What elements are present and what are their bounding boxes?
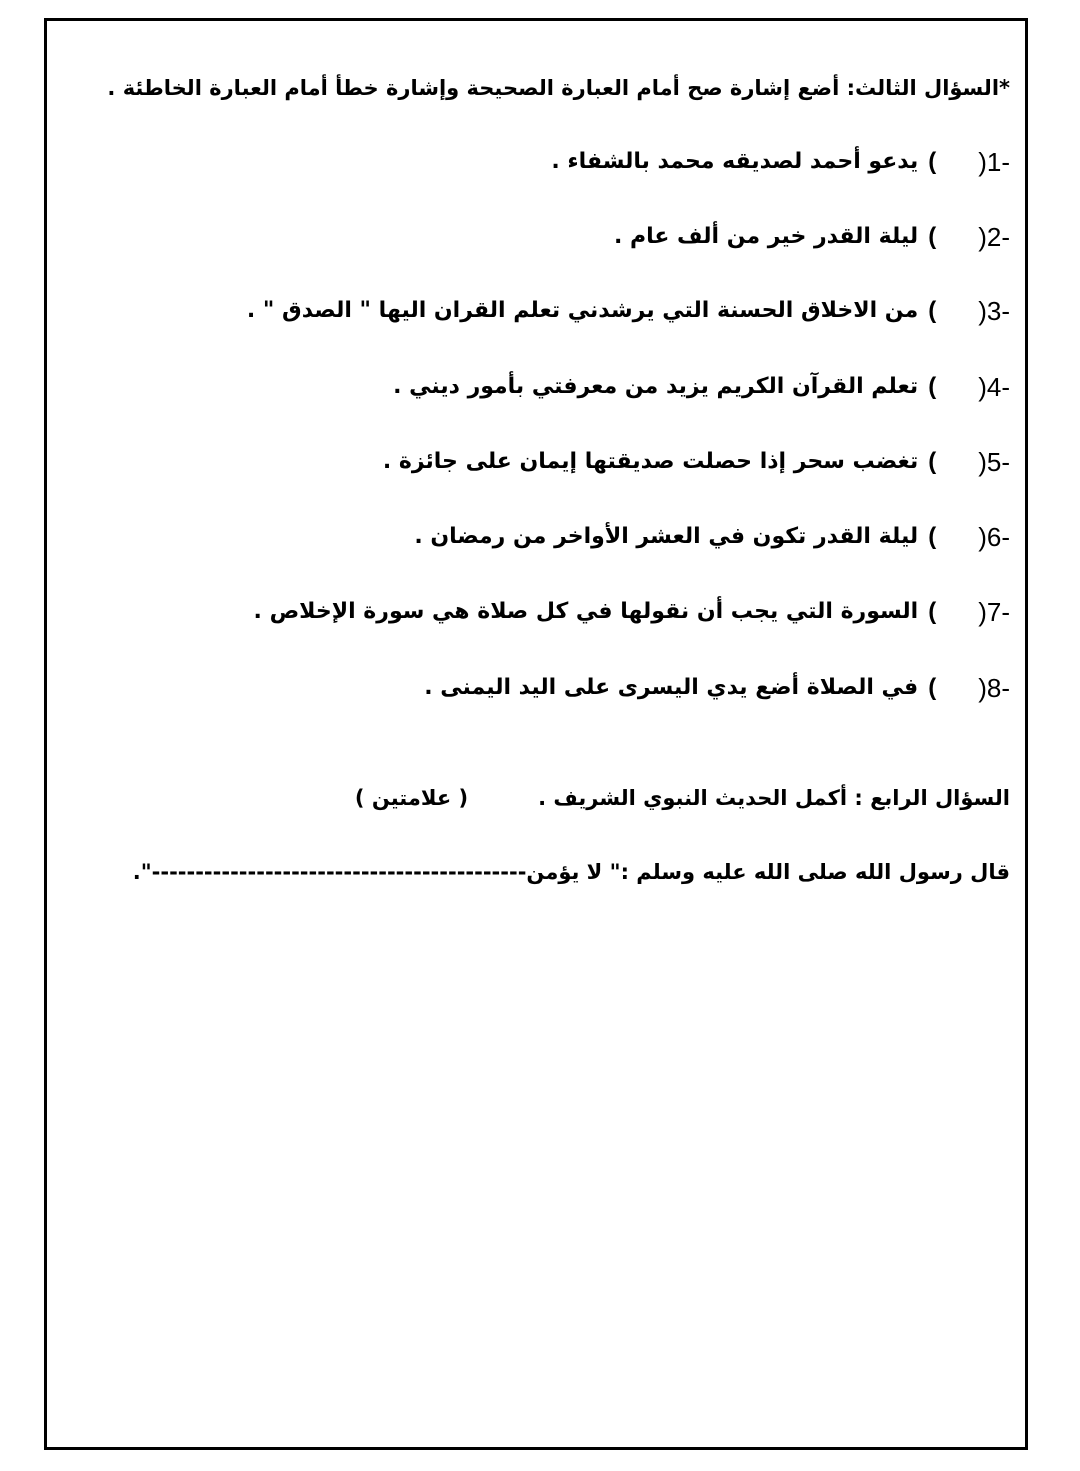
open-paren: (: [978, 372, 987, 402]
close-paren: ): [928, 674, 937, 701]
statement-item-2[interactable]: [60, 222, 1010, 252]
hadith-completion-line[interactable]: قال رسول الله صلى الله عليه وسلم :" لا يؤمن-------------------------------------------".: [132, 860, 1010, 884]
statement-item-5[interactable]: [60, 447, 1010, 477]
open-paren: (: [978, 147, 987, 177]
open-paren: (: [978, 222, 987, 252]
open-paren: (: [978, 597, 987, 627]
item-number: 1-: [986, 147, 1010, 177]
question-4-title: السؤال الرابع : أكمل الحديث النبوي الشريف .: [538, 786, 1010, 810]
close-paren: ): [928, 523, 937, 550]
statement-text: ليلة القدر تكون في العشر الأواخر من رمضان .: [414, 524, 919, 549]
open-paren: (: [978, 447, 987, 477]
item-number: 5-: [986, 447, 1010, 477]
question-4-header: [355, 783, 1010, 813]
close-paren: ): [928, 448, 937, 475]
statement-item-6[interactable]: [60, 522, 1010, 552]
statement-text: من الاخلاق الحسنة التي يرشدني تعلم القران اليها " الصدق " .: [246, 298, 919, 323]
item-number: 2-: [986, 222, 1010, 252]
item-number: 6-: [986, 522, 1010, 552]
statement-item-7[interactable]: [60, 597, 1010, 627]
close-paren: ): [928, 373, 937, 400]
close-paren: ): [928, 148, 937, 175]
statement-item-8[interactable]: [60, 673, 1010, 703]
statement-item-4[interactable]: [60, 372, 1010, 402]
open-paren: (: [978, 522, 987, 552]
item-number: 8-: [986, 673, 1010, 703]
statement-item-1[interactable]: [60, 147, 1010, 177]
close-paren: ): [928, 223, 937, 250]
statement-text: ليلة القدر خير من ألف عام .: [613, 224, 919, 249]
statement-text: السورة التي يجب أن نقولها في كل صلاة هي سورة الإخلاص .: [253, 599, 919, 624]
question-3-title: *السؤال الثالث: أضع إشارة صح أمام العبارة الصحيحة وإشارة خطأ أمام العبارة الخاطئة .: [107, 76, 1010, 100]
close-paren: ): [928, 297, 937, 324]
statement-item-3[interactable]: [60, 296, 1010, 326]
statement-text: في الصلاة أضع يدي اليسرى على اليد اليمنى .: [424, 675, 919, 700]
statement-text: تعلم القرآن الكريم يزيد من معرفتي بأمور ديني .: [393, 374, 919, 399]
statement-text: تغضب سحر إذا حصلت صديقتها إيمان على جائزة .: [382, 449, 919, 474]
open-paren: (: [978, 673, 987, 703]
close-paren: ): [928, 598, 937, 625]
question-4-marks: ( علامتين ): [354, 786, 469, 810]
item-number: 4-: [986, 372, 1010, 402]
item-number: 7-: [986, 597, 1010, 627]
open-paren: (: [978, 296, 987, 326]
item-number: 3-: [986, 296, 1010, 326]
statement-text: يدعو أحمد لصديقه محمد بالشفاء .: [551, 149, 919, 174]
